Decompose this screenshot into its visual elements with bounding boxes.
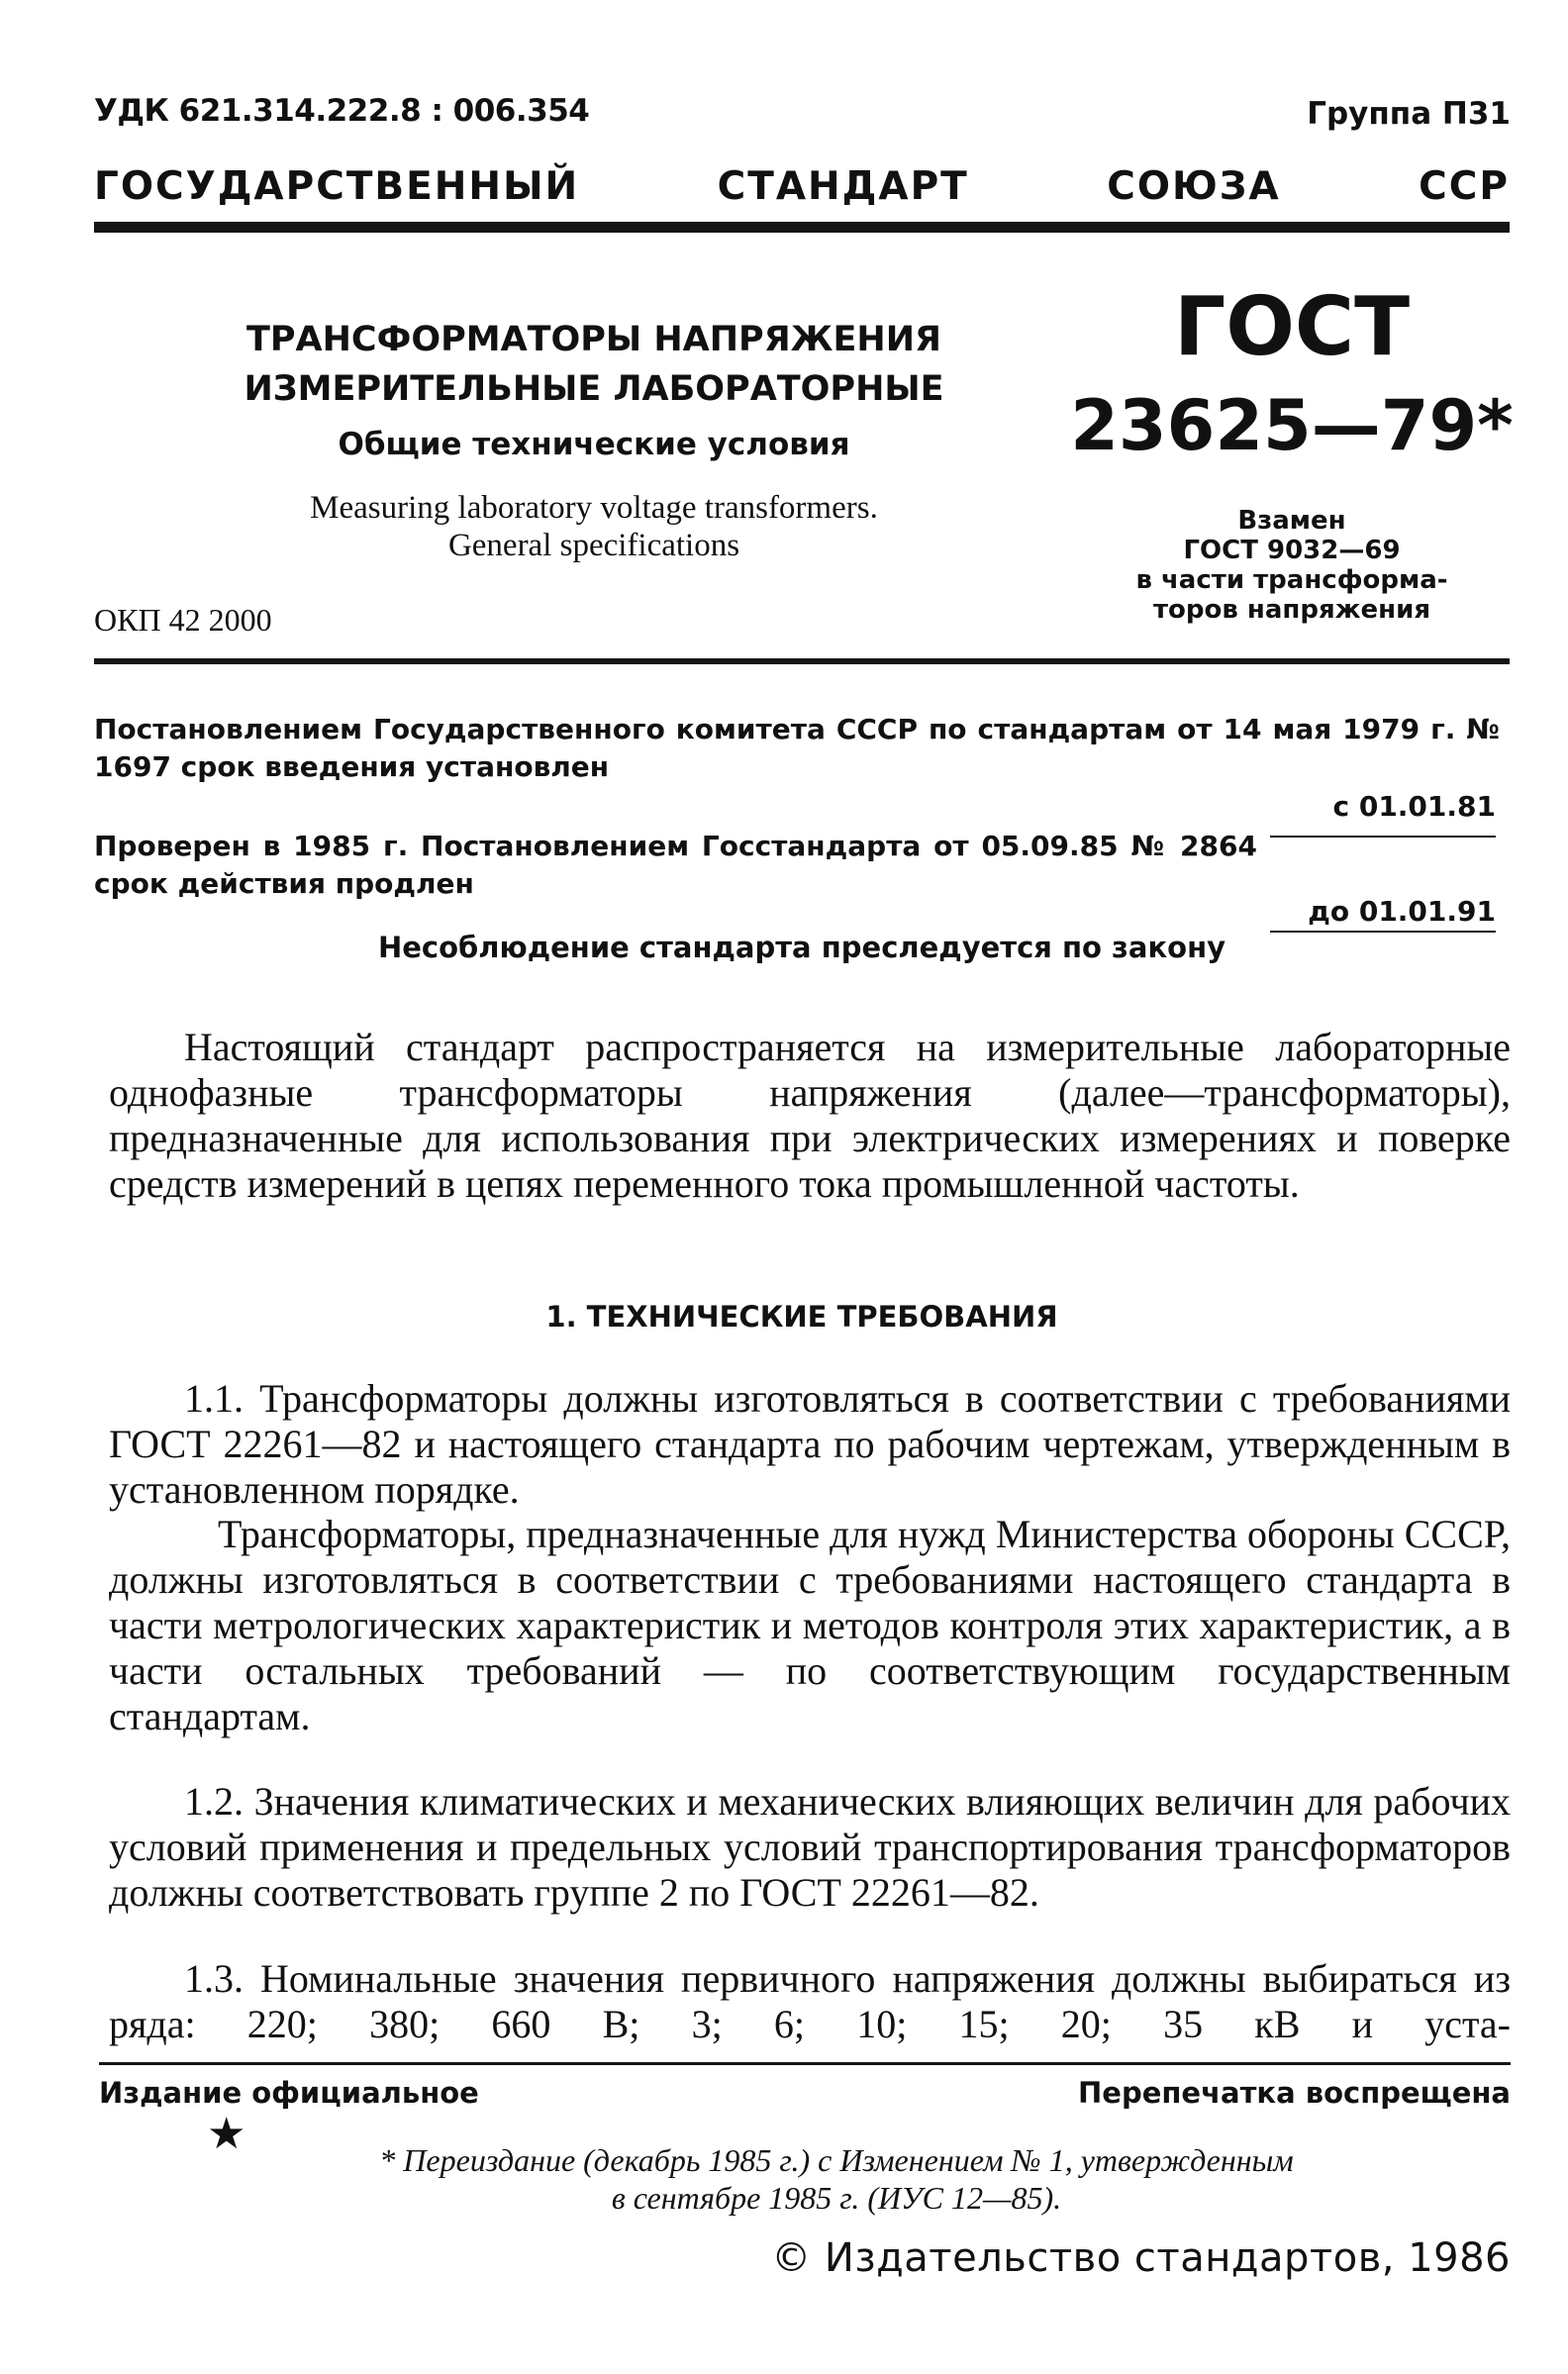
english-title-line-2: General specifications [447, 528, 740, 563]
english-title-line-1: Measuring laboratory voltage transformers. [310, 490, 878, 526]
top-rule [94, 222, 1510, 233]
replaces-line: в части трансформа- [1135, 565, 1448, 595]
title-line-1: ТРАНСФОРМАТОРЫ НАПРЯЖЕНИЯ [246, 320, 941, 359]
gost-word: ГОСТ [1173, 280, 1411, 374]
footnote-line-2: в сентябре 1985 г. (ИУС 12—85). [611, 2180, 1062, 2216]
effective-date: с 01.01.81 [1332, 790, 1496, 823]
decree-text: Постановлением Государственного комитета СССР по стандартам от 14 мая 1979 г. № 1697 срок введения установлен [94, 713, 1500, 783]
clause-1-1: 1.1. Трансформаторы должны изготовляться в соответствии с требованиями ГОСТ 22261—82 и настоящего стандарта по рабочим чертежам, утвержденным в установленном порядке. [109, 1376, 1511, 1512]
reprint-forbidden: Перепечатка воспрещена [1078, 2076, 1511, 2110]
date-underline [1270, 836, 1496, 838]
replaces-line: Взамен [1237, 506, 1346, 536]
replaces-note [1054, 506, 1529, 625]
copyright: © Издательство стандартов, 1986 [771, 2235, 1511, 2281]
title-block [198, 315, 990, 564]
middle-rule [94, 658, 1510, 664]
section-heading: 1. ТЕХНИЧЕСКИЕ ТРЕБОВАНИЯ [545, 1300, 1058, 1334]
gost-designation [1054, 282, 1529, 625]
star-icon: ★ [207, 2109, 246, 2159]
clause-1-3: 1.3. Номинальные значения первичного напряжения должны выбираться из ряда: 220; 380; 660 В; 3; 6; 10; 15; 20; 35 кВ и уста- [109, 1956, 1511, 2046]
replaces-line: ГОСТ 9032—69 [1183, 536, 1401, 565]
checked-text: Проверен в 1985 г. Постановлением Госстандарта от 05.09.85 № 2864 срок действия продлен [94, 830, 1257, 900]
footnote-line-1: * Переиздание (декабрь 1985 г.) с Изменением № 1, утвержденным [379, 2142, 1294, 2178]
replaces-line: торов напряжения [1152, 595, 1431, 625]
extended-date: до 01.01.91 [1308, 895, 1496, 928]
gost-number: 23625—79* [1070, 385, 1514, 466]
group-code: Группа П31 [1307, 96, 1511, 132]
clause-1-2: 1.2. Значения климатических и механических влияющих величин для рабочих условий применения и предельных условий транспортирования трансформаторов должны соответствовать группе 2 по ГОСТ 22261—82. [109, 1779, 1511, 1915]
clause-1-1-continued: Трансформаторы, предназначенные для нужд Министерства обороны СССР, должны изготовляться в соответствии с требованиями настоящего стандарта в части метрологических характеристик и методов контроля этих характеристик, а в части остальных требований — по соответствующим государственным стандартам. [109, 1512, 1511, 1738]
state-standard-heading: ГОСУДАРСТВЕННЫЙ СТАНДАРТ СОЮЗА ССР [94, 164, 1510, 209]
decree-dates [1270, 788, 1496, 933]
okp-code: ОКП 42 2000 [94, 602, 272, 638]
udk-code: УДК 621.314.222.8 : 006.354 [94, 93, 590, 129]
title-line-2: ИЗМЕРИТЕЛЬНЫЕ ЛАБОРАТОРНЫЕ [244, 369, 944, 409]
intro-paragraph: Настоящий стандарт распространяется на измерительные лабораторные однофазные трансформаторы напряжения (далее—трансформаторы), предназначенные для использования при электрических измерениях и поверке средств измерений в цепях переменного тока промышленной частоты. [109, 1025, 1511, 1206]
subtitle: Общие технические условия [338, 427, 850, 462]
footnote [218, 2141, 1455, 2217]
bottom-rule [99, 2062, 1511, 2065]
official-edition: Издание официальное [99, 2076, 479, 2110]
enforcement-note: Несоблюдение стандарта преследуется по закону [377, 931, 1226, 964]
